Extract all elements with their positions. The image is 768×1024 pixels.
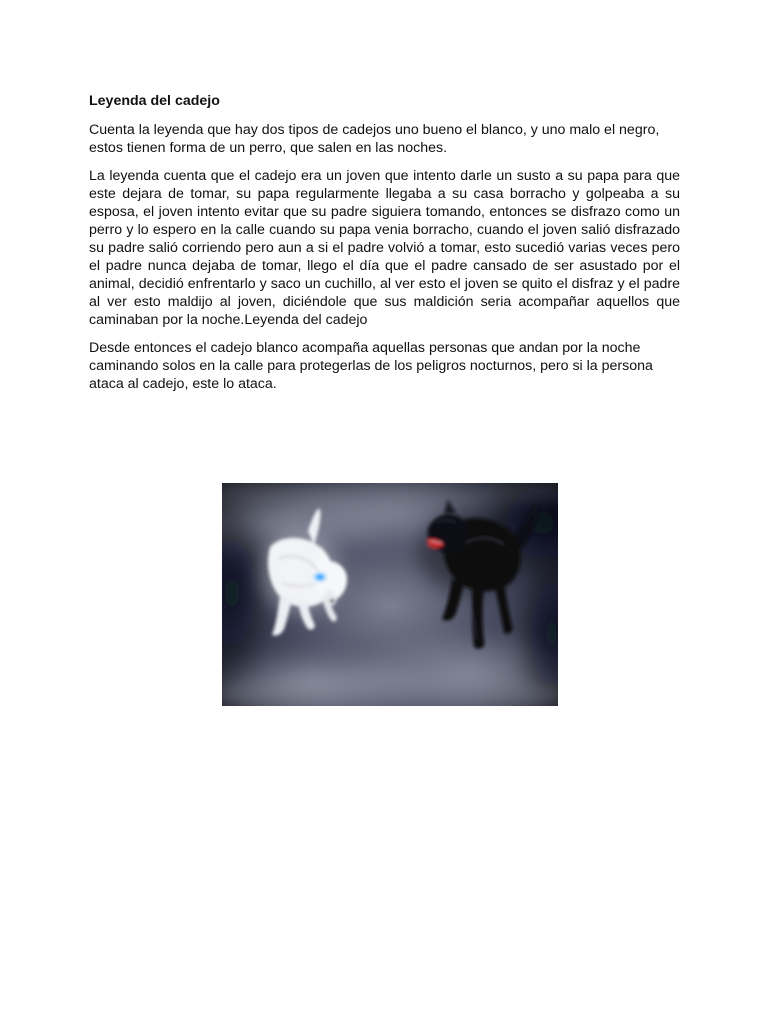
- cadejo-illustration: [222, 483, 558, 706]
- paragraph-ending: Desde entonces el cadejo blanco acompaña aquellas personas que andan por la noche caminando solos en la calle para protegerlas de los peligros nocturnos, pero si la persona ataca al cadejo, este lo ataca.: [89, 340, 653, 392]
- paragraph-intro: Cuenta la leyenda que hay dos tipos de cadejos uno bueno el blanco, y uno malo el negro, estos tienen forma de un perro, que salen en las noches.: [89, 122, 660, 156]
- document-title: Leyenda del cadejo: [89, 93, 220, 109]
- paragraph-legend: La leyenda cuenta que el cadejo era un joven que intento darle un susto a su papa para que este dejara de tomar, su papa regularmente llegaba a su casa borracho y golpeaba a su esposa, el joven intento evitar que su padre siguiera tomando, entonces se disfrazo como un perro y lo espero en la calle cuando su papa venia borracho, cuando el joven salió disfrazado su padre salió corriendo pero aun a si el padre volvió a tomar, esto sucedió varias veces pero el padre nunca dejaba de tomar, llego el día que el padre cansado de ser asustado por el animal, decidió enfrentarlo y saco un cuchillo, al ver esto el joven se quito el disfraz y el padre al ver esto maldijo al joven, diciéndole que sus maldición seria acompañar aquellos que caminaban por la noche.Leyenda del cadejo: [89, 168, 680, 328]
- document-page: [89, 92, 680, 403]
- cadejo-illustration-svg: [222, 483, 558, 706]
